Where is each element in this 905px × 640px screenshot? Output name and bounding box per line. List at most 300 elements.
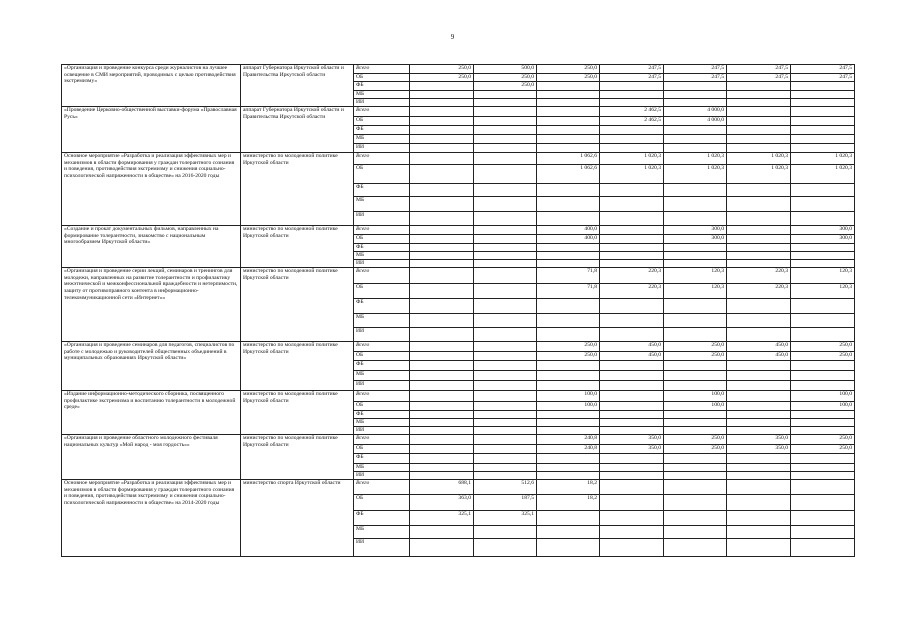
- amount-cell: [664, 314, 727, 328]
- amount-cell: [537, 371, 600, 381]
- amount-cell: [537, 411, 600, 419]
- amount-cell: 120,3: [664, 284, 727, 299]
- amount-cell: [410, 352, 474, 361]
- amount-cell: [537, 184, 600, 197]
- measure-name: Основное мероприятие «Разработка и реализация эффективных мер и механизмов в области формирования у граждан толерантного сознания и поведения, противодействия экстремизму и снижения социально-психологической напряженности в обществе» на 2014-2020 годы: [62, 480, 241, 557]
- amount-cell: [664, 464, 727, 472]
- amount-cell: [410, 411, 474, 419]
- amount-cell: [791, 144, 855, 153]
- amount-cell: [791, 260, 855, 268]
- amount-cell: 250,0: [474, 74, 537, 82]
- amount-cell: [474, 342, 537, 352]
- amount-cell: 250,0: [664, 435, 727, 445]
- amount-cell: 250,0: [791, 342, 855, 352]
- amount-cell: 4 000,0: [664, 117, 727, 126]
- amount-cell: [474, 445, 537, 454]
- amount-cell: [537, 135, 600, 144]
- amount-cell: [410, 328, 474, 342]
- funding-source: ОБ: [354, 117, 410, 126]
- page-number: 9: [450, 33, 455, 41]
- amount-cell: [474, 361, 537, 371]
- amount-cell: [791, 480, 855, 495]
- amount-cell: [791, 511, 855, 526]
- table-row: [62, 226, 855, 235]
- amount-cell: [727, 184, 791, 197]
- amount-cell: 220,3: [727, 284, 791, 299]
- amount-cell: 512,6: [474, 480, 537, 495]
- funding-source: ОБ: [354, 74, 410, 82]
- amount-cell: [727, 464, 791, 472]
- amount-cell: 688,1: [410, 480, 474, 495]
- amount-cell: [727, 299, 791, 314]
- amount-cell: 250,0: [537, 352, 600, 361]
- table-row: [62, 107, 855, 117]
- funding-source: Всего: [354, 391, 410, 402]
- amount-cell: [727, 260, 791, 268]
- amount-cell: [474, 165, 537, 184]
- amount-cell: [600, 361, 664, 371]
- funding-source: МБ: [354, 371, 410, 381]
- amount-cell: 247,5: [600, 65, 664, 74]
- amount-cell: [537, 299, 600, 314]
- amount-cell: [600, 135, 664, 144]
- amount-cell: [474, 427, 537, 435]
- executor: министерство по молодежной политике Иркутской области: [241, 391, 354, 435]
- amount-cell: 18,2: [537, 480, 600, 495]
- amount-cell: [664, 184, 727, 197]
- amount-cell: [600, 402, 664, 411]
- amount-cell: [410, 454, 474, 464]
- amount-cell: [664, 427, 727, 435]
- amount-cell: [537, 212, 600, 226]
- amount-cell: [791, 82, 855, 91]
- measure-name: «Создание и прокат документальных фильмов, направленных на формирование толерантности, знакомство с национальным многообразием Иркутской области»: [62, 226, 241, 268]
- amount-cell: 1 062,6: [537, 165, 600, 184]
- amount-cell: [537, 197, 600, 212]
- amount-cell: [474, 472, 537, 480]
- table-row: [62, 435, 855, 445]
- amount-cell: [410, 419, 474, 427]
- amount-cell: [410, 91, 474, 99]
- amount-cell: [791, 184, 855, 197]
- amount-cell: 250,0: [474, 82, 537, 91]
- amount-cell: [410, 135, 474, 144]
- amount-cell: [791, 419, 855, 427]
- measure-name: Основное мероприятие «Разработка и реализация эффективных мер и механизмов в области формирования у граждан толерантного сознания и поведения, противодействия экстремизму и снижения социально-психологической напряженности в обществе» на 2016-2020 годы: [62, 153, 241, 226]
- amount-cell: [664, 511, 727, 526]
- amount-cell: [791, 539, 855, 557]
- executor: аппарат Губернатора Иркутской области и Правительства Иркутской области: [241, 107, 354, 153]
- amount-cell: [410, 381, 474, 391]
- funding-source: Всего: [354, 480, 410, 495]
- amount-cell: [727, 361, 791, 371]
- funding-source: ИИ: [354, 99, 410, 107]
- funding-source: ОБ: [354, 495, 410, 511]
- amount-cell: 100,0: [664, 391, 727, 402]
- amount-cell: 350,0: [727, 435, 791, 445]
- amount-cell: [537, 427, 600, 435]
- amount-cell: 325,1: [410, 511, 474, 526]
- amount-cell: [664, 126, 727, 135]
- amount-cell: [474, 314, 537, 328]
- amount-cell: [791, 411, 855, 419]
- funding-source: МБ: [354, 252, 410, 260]
- amount-cell: [727, 117, 791, 126]
- amount-cell: [537, 126, 600, 135]
- amount-cell: [727, 539, 791, 557]
- amount-cell: 100,0: [791, 402, 855, 411]
- amount-cell: [537, 419, 600, 427]
- amount-cell: [537, 472, 600, 480]
- amount-cell: 250,0: [537, 342, 600, 352]
- amount-cell: [791, 135, 855, 144]
- amount-cell: [474, 197, 537, 212]
- amount-cell: [727, 107, 791, 117]
- amount-cell: [410, 212, 474, 226]
- amount-cell: 450,0: [727, 342, 791, 352]
- amount-cell: [474, 268, 537, 284]
- amount-cell: 220,3: [727, 268, 791, 284]
- amount-cell: [474, 526, 537, 539]
- amount-cell: [727, 511, 791, 526]
- amount-cell: [410, 197, 474, 212]
- amount-cell: [791, 427, 855, 435]
- amount-cell: [727, 126, 791, 135]
- funding-source: ОБ: [354, 235, 410, 244]
- amount-cell: [727, 495, 791, 511]
- amount-cell: [727, 391, 791, 402]
- amount-cell: [474, 135, 537, 144]
- amount-cell: [727, 252, 791, 260]
- amount-cell: 247,5: [727, 74, 791, 82]
- amount-cell: 500,0: [474, 65, 537, 74]
- funding-source: ОБ: [354, 402, 410, 411]
- amount-cell: [727, 419, 791, 427]
- amount-cell: [410, 342, 474, 352]
- amount-cell: [664, 299, 727, 314]
- funding-source: МБ: [354, 135, 410, 144]
- amount-cell: [474, 184, 537, 197]
- amount-cell: [474, 284, 537, 299]
- table-row: [62, 153, 855, 165]
- amount-cell: [727, 480, 791, 495]
- amount-cell: [727, 526, 791, 539]
- amount-cell: 247,5: [664, 65, 727, 74]
- amount-cell: [664, 260, 727, 268]
- amount-cell: 325,1: [474, 511, 537, 526]
- amount-cell: [791, 328, 855, 342]
- amount-cell: 220,3: [600, 268, 664, 284]
- amount-cell: [600, 244, 664, 252]
- funding-source: ФБ: [354, 511, 410, 526]
- amount-cell: [727, 411, 791, 419]
- amount-cell: 250,0: [410, 74, 474, 82]
- amount-cell: [791, 212, 855, 226]
- funding-source: ИИ: [354, 427, 410, 435]
- amount-cell: [600, 212, 664, 226]
- amount-cell: 100,0: [537, 402, 600, 411]
- amount-cell: [474, 91, 537, 99]
- amount-cell: [474, 117, 537, 126]
- amount-cell: [474, 435, 537, 445]
- amount-cell: [600, 480, 664, 495]
- amount-cell: [537, 361, 600, 371]
- amount-cell: [664, 371, 727, 381]
- amount-cell: [791, 299, 855, 314]
- amount-cell: 350,0: [600, 435, 664, 445]
- measure-name: «Организация и проведение серии лекций, семинаров и тренингов для молодежи, направленных на развитие толерантности и профилактику межэтнической и межконфессиональной враждебности и нетерпимости, защиту от противоправного контента в информационно-телекоммуникационной сети «Интернет»»: [62, 268, 241, 342]
- funding-source: Всего: [354, 107, 410, 117]
- amount-cell: 350,0: [600, 445, 664, 454]
- amount-cell: 247,5: [791, 65, 855, 74]
- funding-source: ОБ: [354, 352, 410, 361]
- executor: министерство по молодежной политике Иркутской области: [241, 153, 354, 226]
- amount-cell: [664, 472, 727, 480]
- amount-cell: [727, 197, 791, 212]
- amount-cell: 300,0: [664, 235, 727, 244]
- amount-cell: [600, 539, 664, 557]
- amount-cell: 240,8: [537, 435, 600, 445]
- amount-cell: 4 000,0: [664, 107, 727, 117]
- amount-cell: 247,5: [664, 74, 727, 82]
- amount-cell: 187,5: [474, 495, 537, 511]
- budget-table: [61, 64, 855, 557]
- amount-cell: [474, 153, 537, 165]
- amount-cell: [537, 260, 600, 268]
- amount-cell: [474, 328, 537, 342]
- amount-cell: [600, 464, 664, 472]
- measure-name: «Проведение Церковно-общественной выставки-форума «Православная Русь»: [62, 107, 241, 153]
- measure-name: «Организация и проведение семинаров для педагогов, специалистов по работе с молодежью и руководителей общественных объединений в муниципальных образованиях Иркутской области»: [62, 342, 241, 391]
- amount-cell: [474, 126, 537, 135]
- amount-cell: [664, 82, 727, 91]
- amount-cell: [791, 244, 855, 252]
- table-row: [62, 342, 855, 352]
- amount-cell: [410, 244, 474, 252]
- amount-cell: 1 020,3: [727, 165, 791, 184]
- amount-cell: [410, 107, 474, 117]
- amount-cell: [791, 454, 855, 464]
- amount-cell: [410, 153, 474, 165]
- funding-source: ИИ: [354, 328, 410, 342]
- amount-cell: [664, 381, 727, 391]
- amount-cell: [664, 328, 727, 342]
- funding-source: Всего: [354, 65, 410, 74]
- funding-source: ИИ: [354, 472, 410, 480]
- funding-source: Всего: [354, 435, 410, 445]
- amount-cell: [410, 252, 474, 260]
- amount-cell: [664, 480, 727, 495]
- amount-cell: [537, 526, 600, 539]
- amount-cell: [474, 391, 537, 402]
- funding-source: ФБ: [354, 184, 410, 197]
- funding-source: Всего: [354, 342, 410, 352]
- amount-cell: [474, 411, 537, 419]
- amount-cell: [600, 91, 664, 99]
- funding-source: Всего: [354, 268, 410, 284]
- amount-cell: [600, 427, 664, 435]
- amount-cell: [791, 197, 855, 212]
- amount-cell: [537, 454, 600, 464]
- amount-cell: 2 462,5: [600, 117, 664, 126]
- amount-cell: [664, 419, 727, 427]
- amount-cell: 100,0: [791, 391, 855, 402]
- funding-source: МБ: [354, 197, 410, 212]
- funding-source: ОБ: [354, 445, 410, 454]
- amount-cell: [600, 511, 664, 526]
- amount-cell: [474, 381, 537, 391]
- funding-source: ОБ: [354, 165, 410, 184]
- amount-cell: 120,3: [791, 284, 855, 299]
- amount-cell: 71,8: [537, 284, 600, 299]
- amount-cell: 250,0: [791, 435, 855, 445]
- funding-source: МБ: [354, 314, 410, 328]
- amount-cell: [474, 212, 537, 226]
- amount-cell: 1 020,3: [600, 153, 664, 165]
- amount-cell: [791, 91, 855, 99]
- amount-cell: [791, 526, 855, 539]
- amount-cell: 1 020,3: [664, 165, 727, 184]
- amount-cell: [410, 464, 474, 472]
- amount-cell: 2 462,5: [600, 107, 664, 117]
- amount-cell: 250,0: [664, 342, 727, 352]
- amount-cell: [410, 99, 474, 107]
- amount-cell: [410, 268, 474, 284]
- amount-cell: [727, 144, 791, 153]
- funding-source: ИИ: [354, 539, 410, 557]
- amount-cell: 1 020,3: [727, 153, 791, 165]
- amount-cell: [600, 371, 664, 381]
- amount-cell: [600, 126, 664, 135]
- amount-cell: [537, 381, 600, 391]
- table-row: [62, 391, 855, 402]
- amount-cell: [474, 299, 537, 314]
- amount-cell: [727, 381, 791, 391]
- amount-cell: [537, 107, 600, 117]
- amount-cell: 120,3: [664, 268, 727, 284]
- amount-cell: [537, 91, 600, 99]
- amount-cell: [727, 99, 791, 107]
- amount-cell: [600, 472, 664, 480]
- amount-cell: [537, 539, 600, 557]
- amount-cell: [600, 99, 664, 107]
- amount-cell: 247,5: [727, 65, 791, 74]
- funding-source: ИИ: [354, 381, 410, 391]
- amount-cell: 300,0: [791, 235, 855, 244]
- amount-cell: [410, 526, 474, 539]
- amount-cell: [410, 314, 474, 328]
- amount-cell: 400,0: [537, 226, 600, 235]
- amount-cell: [664, 361, 727, 371]
- amount-cell: [664, 99, 727, 107]
- amount-cell: [727, 212, 791, 226]
- amount-cell: [791, 495, 855, 511]
- amount-cell: [791, 381, 855, 391]
- executor: аппарат Губернатора Иркутской области и Правительства Иркутской области: [241, 65, 354, 107]
- amount-cell: [537, 82, 600, 91]
- amount-cell: [664, 244, 727, 252]
- funding-source: ФБ: [354, 299, 410, 314]
- amount-cell: [600, 328, 664, 342]
- amount-cell: [664, 91, 727, 99]
- amount-cell: [727, 135, 791, 144]
- amount-cell: 250,0: [410, 65, 474, 74]
- amount-cell: [727, 82, 791, 91]
- amount-cell: [600, 419, 664, 427]
- amount-cell: [600, 235, 664, 244]
- amount-cell: [537, 99, 600, 107]
- amount-cell: [410, 284, 474, 299]
- amount-cell: [664, 144, 727, 153]
- amount-cell: 1 062,6: [537, 153, 600, 165]
- amount-cell: [600, 391, 664, 402]
- amount-cell: [664, 197, 727, 212]
- amount-cell: 1 020,3: [600, 165, 664, 184]
- executor: министерство по молодежной политике Иркутской области: [241, 268, 354, 342]
- amount-cell: [410, 82, 474, 91]
- amount-cell: 71,8: [537, 268, 600, 284]
- amount-cell: [727, 91, 791, 99]
- budget-table-body: [62, 65, 855, 557]
- amount-cell: [600, 197, 664, 212]
- amount-cell: [727, 371, 791, 381]
- amount-cell: 247,5: [791, 74, 855, 82]
- amount-cell: [600, 314, 664, 328]
- amount-cell: [410, 184, 474, 197]
- amount-cell: [664, 252, 727, 260]
- amount-cell: [410, 126, 474, 135]
- amount-cell: [791, 117, 855, 126]
- amount-cell: [410, 235, 474, 244]
- amount-cell: 350,0: [727, 445, 791, 454]
- executor: министерство по молодежной политике Иркутской области: [241, 226, 354, 268]
- amount-cell: 220,3: [600, 284, 664, 299]
- amount-cell: [600, 226, 664, 235]
- funding-source: МБ: [354, 91, 410, 99]
- amount-cell: [600, 454, 664, 464]
- funding-source: ФБ: [354, 244, 410, 252]
- measure-name: «Издание информационно-методического сборника, посвященного профилактике экстремизма и воспитанию толерантности в молодежной среде»: [62, 391, 241, 435]
- amount-cell: [474, 144, 537, 153]
- amount-cell: [537, 117, 600, 126]
- amount-cell: 1 020,3: [791, 153, 855, 165]
- amount-cell: [410, 472, 474, 480]
- funding-source: МБ: [354, 419, 410, 427]
- funding-source: ИИ: [354, 212, 410, 226]
- amount-cell: 450,0: [727, 352, 791, 361]
- amount-cell: [537, 244, 600, 252]
- amount-cell: [474, 244, 537, 252]
- amount-cell: [727, 328, 791, 342]
- amount-cell: [664, 135, 727, 144]
- amount-cell: [600, 411, 664, 419]
- amount-cell: [791, 314, 855, 328]
- amount-cell: [410, 117, 474, 126]
- amount-cell: 250,0: [664, 445, 727, 454]
- amount-cell: [474, 252, 537, 260]
- amount-cell: [727, 472, 791, 480]
- amount-cell: [791, 361, 855, 371]
- amount-cell: 300,0: [664, 226, 727, 235]
- amount-cell: 250,0: [537, 74, 600, 82]
- amount-cell: [537, 144, 600, 153]
- amount-cell: [791, 472, 855, 480]
- amount-cell: 400,0: [537, 235, 600, 244]
- amount-cell: [727, 244, 791, 252]
- amount-cell: [474, 402, 537, 411]
- table-row: [62, 65, 855, 74]
- funding-source: ФБ: [354, 361, 410, 371]
